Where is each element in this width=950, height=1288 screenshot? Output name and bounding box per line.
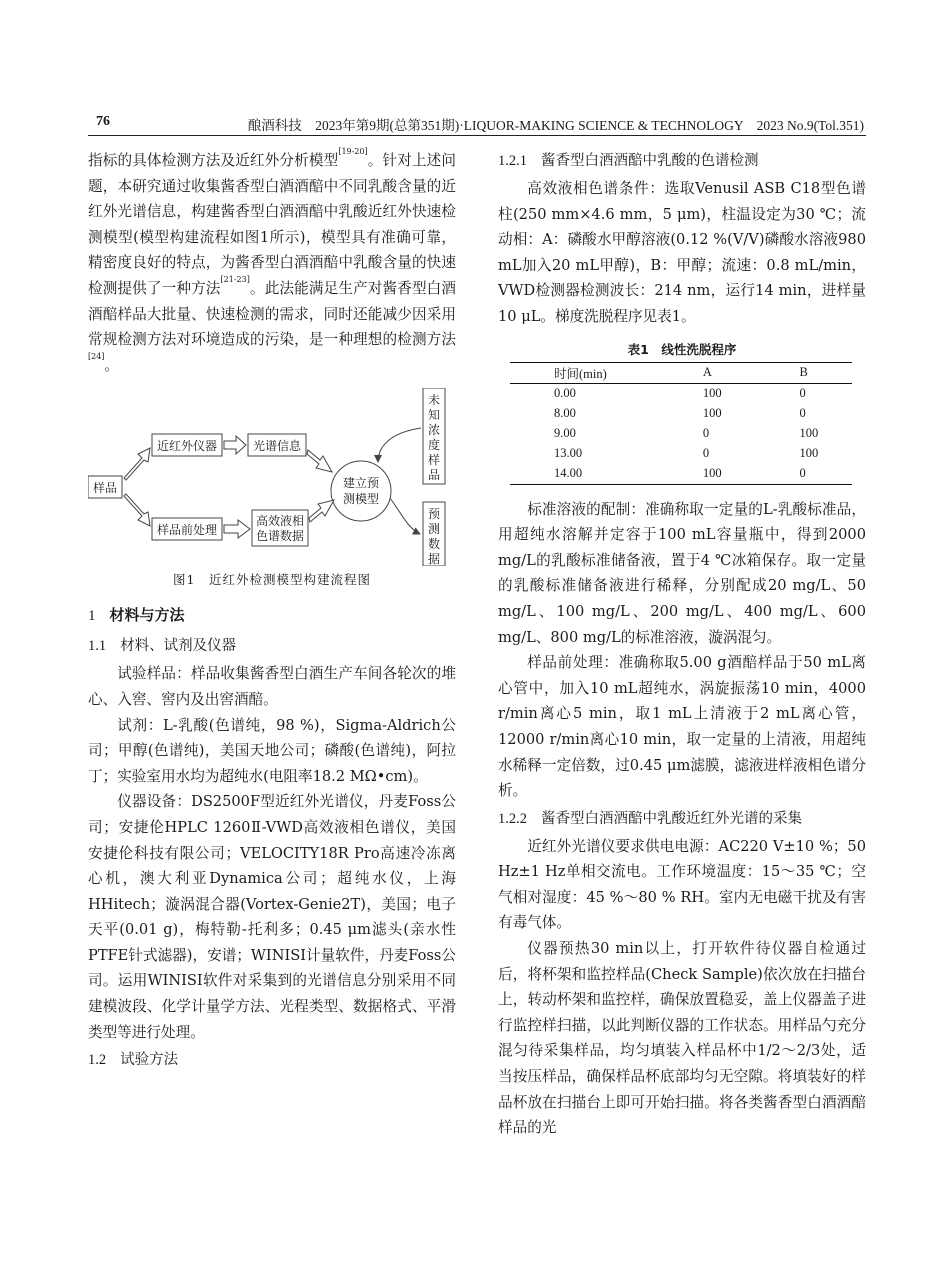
flowchart-svg: [88, 388, 456, 566]
equipment-paragraph: 仪器设备：DS2500F型近红外光谱仪，丹麦Foss公司；安捷伦HPLC 1260Ⅱ-VWD高效液相色谱仪，美国安捷伦科技有限公司；VELOCITY18R Pro高速冷冻离心机，澳大利亚Dynamica公司；超纯水仪，上海HHitech；漩涡混合器(Vortex-Genie2T)，美国；电子天平(0.01 g)，梅特勒-托利多；0.45 μm滤头(亲水性PTFE针式滤器)，安谱；WINISI计量软件，丹麦Foss公司。运用WINISI软件对采集到的光谱信息分别采用不同建模波段、化学计量学方法、光程类型、数据格式、平滑类型等进行处理。: [88, 793, 456, 1041]
unknown-char: 未: [427, 393, 441, 408]
predict-char: 预: [427, 507, 441, 522]
table-cell: 100: [799, 426, 819, 441]
table-cell: 100: [702, 406, 722, 421]
figure-caption: 图1 近红外检测模型构建流程图: [173, 572, 371, 588]
intro-paragraph: 指标的具体检测方法及近红外分析模型[19-20]。针对上述问题，本研究通过收集酱香型白酒酒醅中不同乳酸含量的近红外光谱信息，构建酱香型白酒酒醅中乳酸近红外快速检测模型(模型构建流程如图1所示)，模型具有准确可靠，精密度良好的特点，为酱香型白酒酒醅中乳酸含量的快速检测提供了一种方法[21-23]。此法能满足生产对酱香型白酒酒醅样品大批量、快速检测的需求，同时还能减少因采用常规检测方法对环境造成的污染，是一种理想的检测方法[24]。: [88, 147, 456, 374]
hplc-data-label-2: 色谱数据: [255, 529, 305, 544]
page-number: 76: [96, 114, 110, 129]
predict-char: 据: [427, 552, 441, 567]
arrow-model-to-predict: [390, 498, 420, 534]
table-cell: 0: [702, 426, 710, 441]
arrow-spectral-to-model: [307, 450, 332, 472]
unknown-char: 度: [427, 438, 441, 453]
table-cell: 13.00: [554, 446, 583, 461]
arrow-pretreat-to-hplc: [224, 520, 250, 538]
model-label-2: 测模型: [342, 492, 380, 507]
sample-label: 样品: [92, 481, 118, 496]
nir-instrument-label: 近红外仪器: [156, 439, 218, 454]
citation: [24]: [88, 351, 105, 361]
arrow-sample-to-nir: [124, 448, 150, 480]
header-rule: [88, 135, 866, 136]
citation: [21-23]: [220, 274, 250, 284]
table-cell: 100: [702, 386, 722, 401]
arrow-unknown-to-model: [378, 428, 421, 462]
model-label-1: 建立预: [342, 476, 380, 491]
table-cell: 0: [702, 446, 710, 461]
journal-info: 酿酒科技 2023年第9期(总第351期)·LIQUOR-MAKING SCIENCE & TECHNOLOGY 2023 No.9(Tol.351): [247, 118, 864, 133]
predict-char: 数: [427, 537, 441, 552]
table-row: [510, 383, 852, 404]
table-cell: 0: [799, 386, 806, 401]
elution-table: [510, 362, 852, 485]
section-heading: 1 材料与方法: [88, 606, 185, 625]
predict-char: 测: [427, 522, 441, 537]
unknown-char: 品: [427, 468, 441, 483]
standard-solution-paragraph: 标准溶液的配制：准确称取一定量的L-乳酸标准品，用超纯水溶解并定容于100 mL容量瓶中，得到2000 mg/L的乳酸标准储备液，置于4 ℃冰箱保存。取一定量的乳酸标准储备液进行稀释，分别配成20 mg/L、50 mg/L、100 mg/L、200 mg/L、400 mg/L、600 mg/L、800 mg/L的标准溶液，漩涡混匀。: [498, 500, 866, 646]
nir-requirements-paragraph: 近红外光谱仪要求供电电源：AC220 V±10 %；50 Hz±1 Hz单相交流电。工作环境温度：15～35 ℃；空气相对湿度：45 %～80 % RH。室内无电磁干扰及有害有毒气体。: [498, 837, 866, 932]
arrow-hplc-to-model: [309, 500, 334, 522]
flowchart-figure: [88, 388, 456, 566]
table-caption: 表1 线性洗脱程序: [627, 341, 737, 357]
table-cell: 0: [755, 464, 852, 485]
table-cell: 100: [799, 446, 819, 461]
table-cell: 0: [799, 406, 806, 421]
reagents-paragraph: 试剂：L-乳酸(色谱纯，98 %)，Sigma-Aldrich公司；甲醇(色谱纯)，美国天地公司；磷酸(色谱纯)，阿拉丁；实验室用水均为超纯水(电阻率18.2 MΩ•cm)。: [88, 716, 456, 785]
arrow-sample-to-pretreat: [124, 494, 150, 526]
table-row: [510, 464, 852, 485]
table-header: B: [755, 362, 852, 383]
model-circle: [331, 461, 391, 521]
nir-procedure-paragraph: 仪器预热30 min以上，打开软件待仪器自检通过后，将杯架和监控样品(Check Sample)依次放在扫描台上，转动杯架和监控样，确保放置稳妥，盖上仪器盖子进行监控样扫描，以此判断仪器的工作状态。用样品勺充分混匀待采集样品，均匀填装入样品杯中1/2～2/3处，适当按压样品，确保样品杯底部均匀无空隙。将填装好的样品杯放在扫描台上即可开始扫描。将各类酱香型白酒酒醅样品的光: [498, 940, 866, 1137]
pretreatment-paragraph: 样品前处理：准确称取5.00 g酒醅样品于50 mL离心管中，加入10 mL超纯水，涡旋振荡10 min，4000 r/min离心5 min，取1 mL上清液于2 mL离心管，12000 r/min离心10 min，取一定量的上清液，用超纯水稀释一定倍数，过0.45 μm滤膜，滤液进样液相色谱分析。: [498, 654, 866, 800]
hplc-data-label-1: 高效液相: [255, 514, 305, 529]
table-cell: 14.00: [510, 464, 659, 485]
subsection-heading: 1.1 材料、试剂及仪器: [88, 638, 237, 655]
table-cell: 0.00: [554, 386, 576, 401]
table-cell: 100: [659, 464, 756, 485]
hplc-conditions-paragraph: 高效液相色谱条件：选取Venusil ASB C18型色谱柱(250 mm×4.6 mm，5 μm)，柱温设定为30 ℃；流动相：A：磷酸水甲醇溶液(0.12 %(V/V)磷酸水溶液980 mL加入20 mL甲醇)，B：甲醇；流速：0.8 mL/min，VWD检测器检测波长：214 nm，运行14 min，进样量10 μL。梯度洗脱程序见表1。: [498, 180, 866, 325]
subsection-heading: 1.2.1 酱香型白酒酒醅中乳酸的色谱检测: [498, 153, 759, 169]
running-header: [88, 112, 866, 134]
table-cell: 8.00: [554, 406, 576, 421]
table-row: [510, 444, 852, 464]
subsection-heading: 1.2.2 酱香型白酒酒醅中乳酸近红外光谱的采集: [498, 810, 802, 827]
left-column: [88, 148, 456, 1075]
arrow-nir-to-spectral: [224, 436, 246, 454]
table-row: [510, 404, 852, 424]
table-cell: 9.00: [554, 426, 576, 441]
table-header: 时间(min): [510, 362, 659, 383]
table-header-row: [510, 362, 852, 383]
unknown-char: 样: [427, 453, 441, 468]
table-header: A: [659, 362, 756, 383]
subsection-heading: 1.2 试验方法: [88, 1052, 179, 1069]
citation: [19-20]: [338, 147, 368, 156]
spectral-info-label: 光谱信息: [252, 439, 302, 454]
table-row: [510, 424, 852, 444]
samples-paragraph: 试验样品：样品收集酱香型白酒生产车间各轮次的堆心、入窖、窖内及出窖酒醅。: [88, 665, 456, 708]
unknown-char: 知: [427, 408, 441, 423]
right-column: [498, 148, 866, 1141]
pretreatment-label: 样品前处理: [156, 523, 218, 538]
unknown-char: 浓: [427, 423, 441, 438]
